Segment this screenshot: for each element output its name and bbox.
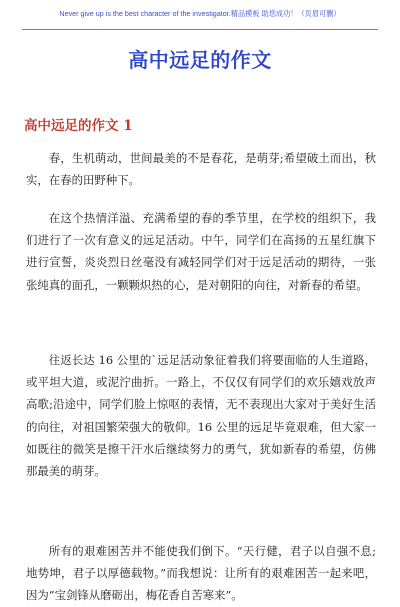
paragraph-text: 春，生机萌动，世间最美的不是春花，是萌芽;希望破土而出，秋实，在春的田野种下。 xyxy=(26,151,376,188)
paragraph-text: 在这个热情洋溢、充满希望的春的季节里，在学校的组织下，我们进行了一次有意义的远足活动。中午，同学们在高扬的五星红旗下进行宣誓，炎炎烈日丝毫没有减轻同学们对于远足活动的期待，一张张纯真的面孔，一颗颗炽热的心，是对朝阳的向往，对新春的希望。 xyxy=(26,211,376,292)
page-header xyxy=(0,0,400,30)
header-divider xyxy=(22,29,378,30)
section-heading: 高中远足的作文 1 xyxy=(24,118,133,134)
paragraph-text: 往返长达 16 公里的`远足活动象征着我们将要面临的人生道路，或平坦大道，或泥泞曲折。一路上，不仅仅有同学们的欢乐嬉戏放声高歌;沿途中，同学们脸上惊呕的表情，无不表现出大家对于美好生活的向往，对祖国繁荣强大的敬仰。16 公里的远足毕竟艰难，但大家一如既往的微笑是擦干汗水后继续努力的勇气，犹如新春的希望，仿佛那最美的萌芽。 xyxy=(26,353,376,479)
body-paragraph xyxy=(26,349,376,482)
body-paragraph xyxy=(26,207,376,296)
paragraph-text: 所有的艰难困苦并不能使我们倒下。“天行健，君子以自强不息;地势坤，君子以厚德载物。”而我想说：让所有的艰难困苦一起来吧，因为“宝剑锋从磨砺出，梅花香自苦寒来”。 xyxy=(26,544,376,603)
header-text: Never give up is the best character of the investigator.精品模板 助您成功！（页眉可删） xyxy=(59,9,341,18)
document-title: 高中远足的作文 xyxy=(128,48,272,72)
body-paragraph xyxy=(26,540,376,607)
body-paragraph xyxy=(26,147,376,191)
